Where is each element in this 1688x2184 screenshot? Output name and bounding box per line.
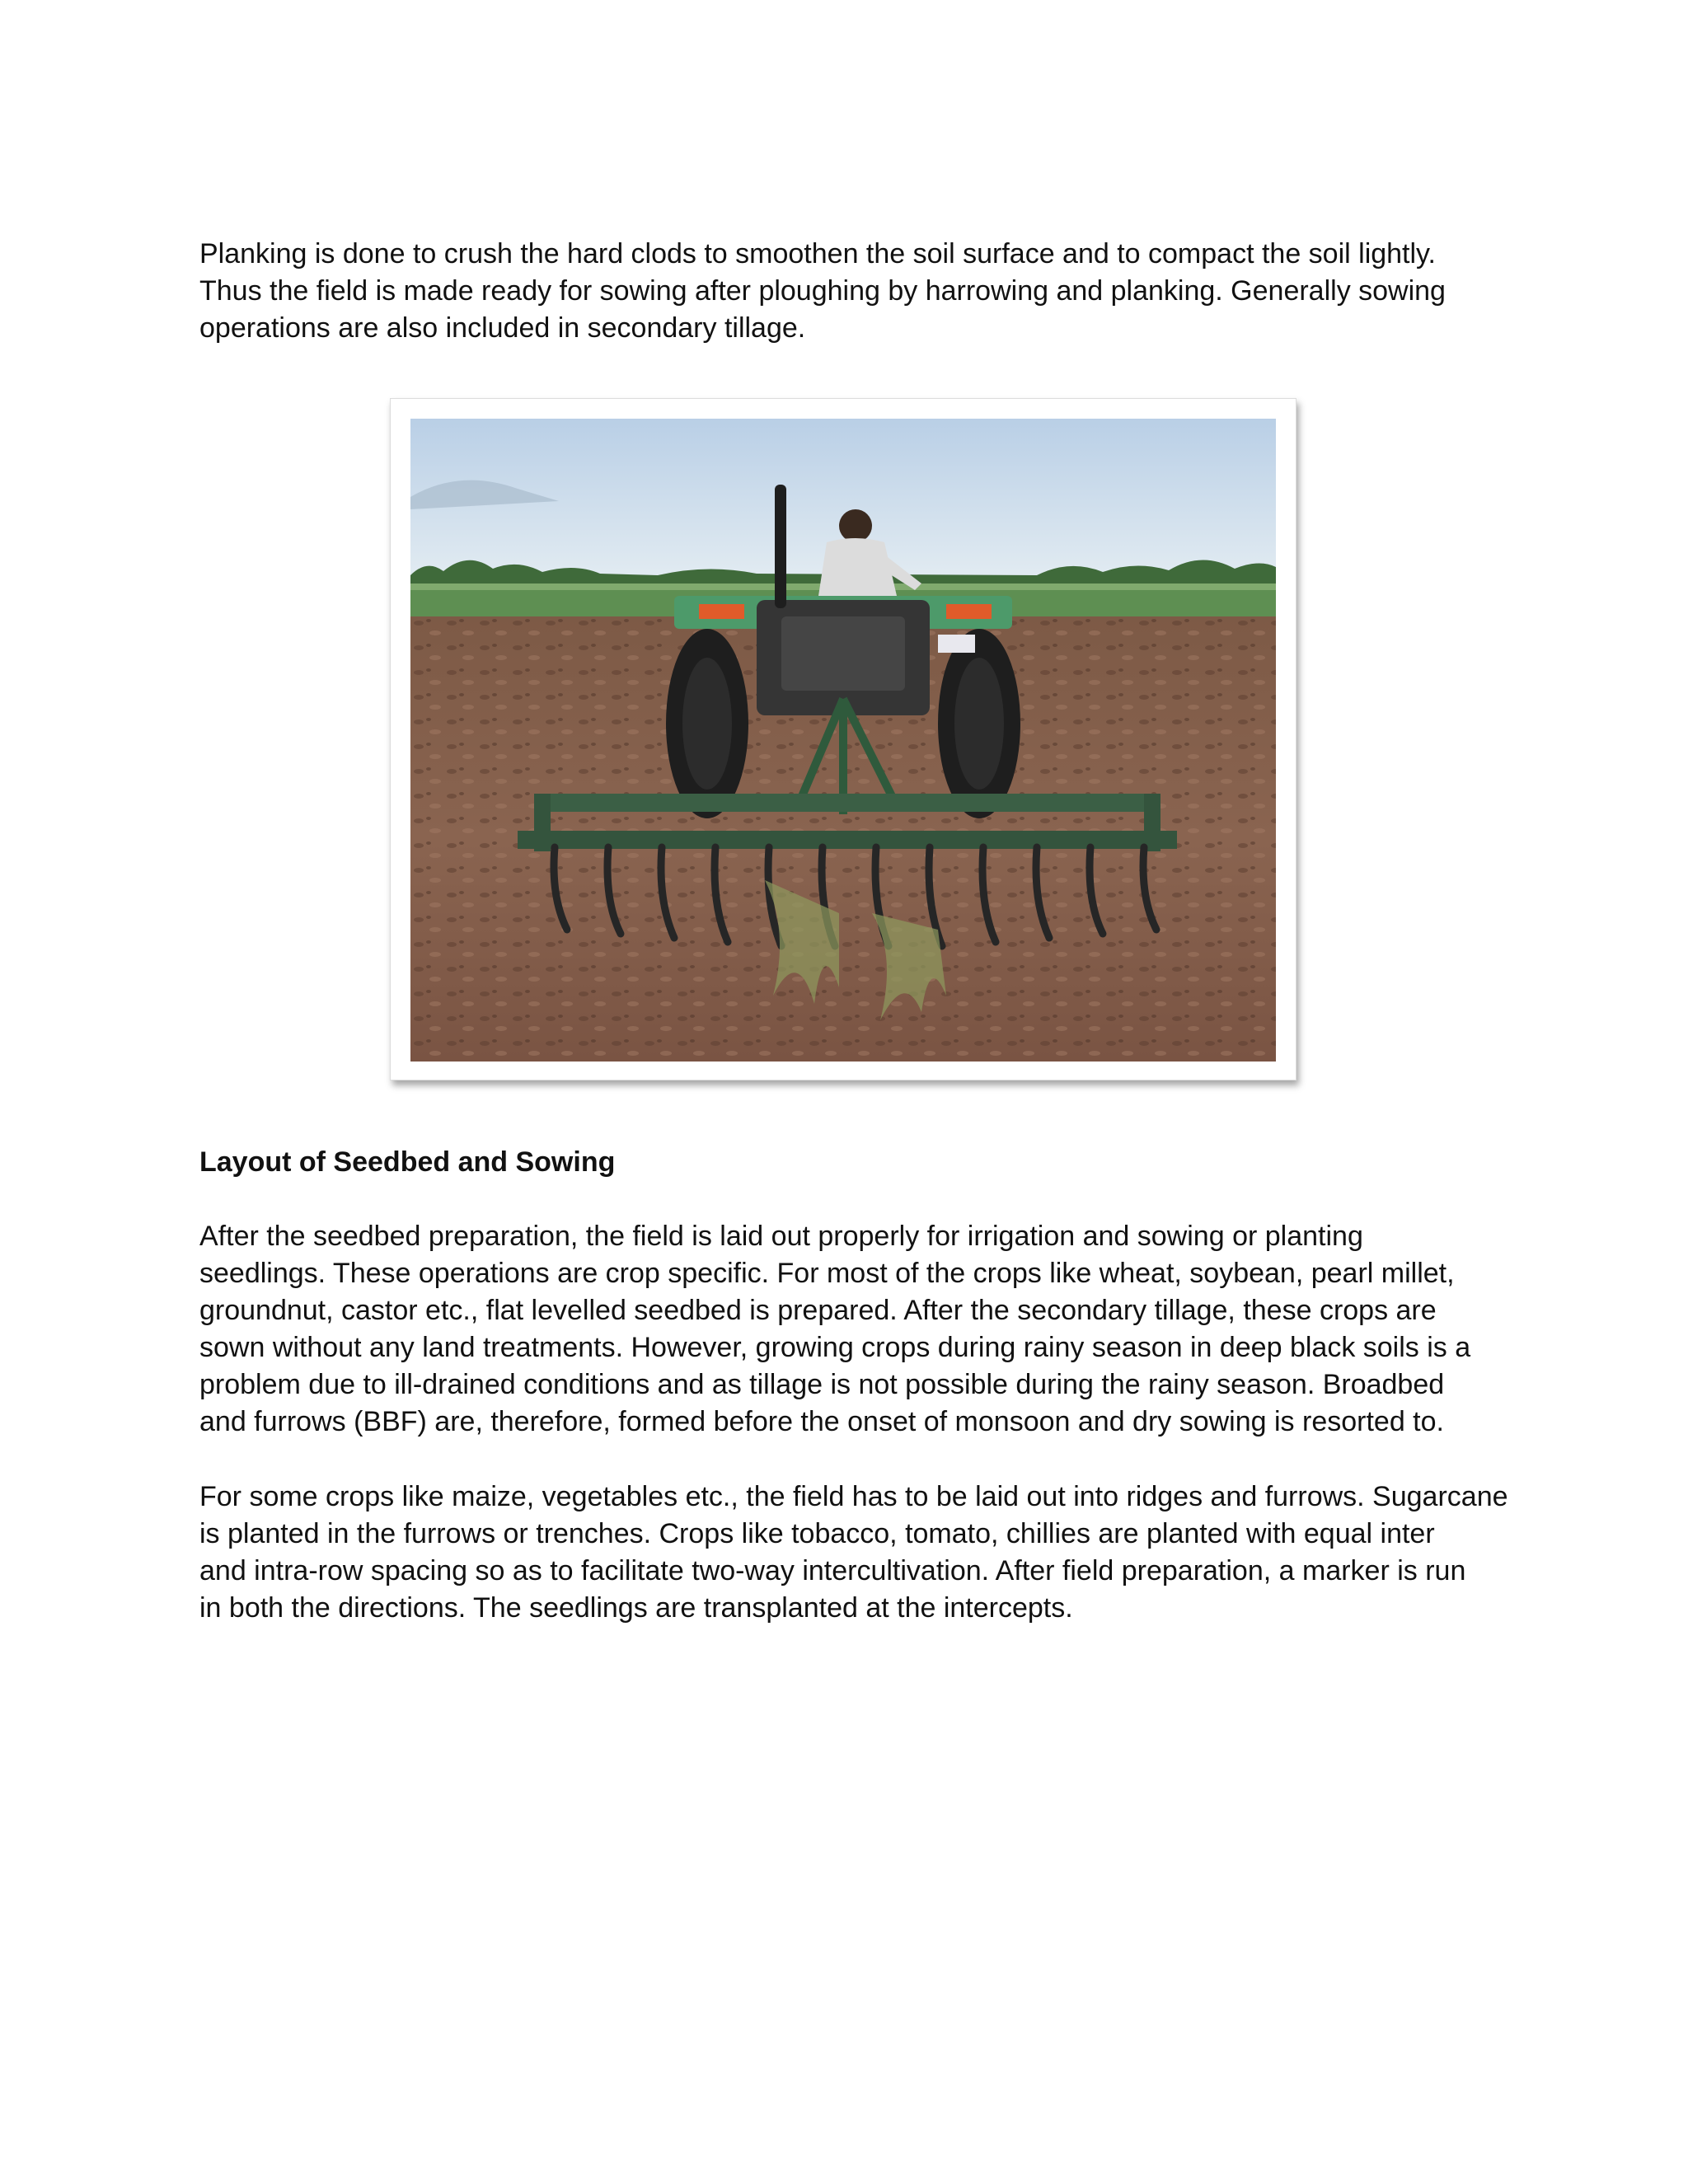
intro-line: operations are also included in secondary tillage.	[199, 312, 806, 344]
figure-frame	[390, 398, 1296, 1080]
section-heading: Layout of Seedbed and Sowing	[199, 1146, 616, 1178]
seedbed-paragraph	[199, 1218, 1518, 1441]
paragraph-line: and intra-row spacing so as to facilitate two-way intercultivation. After field preparation, a marker is run	[199, 1555, 1466, 1586]
paragraph-line: After the seedbed preparation, the field is laid out properly for irrigation and sowing or planting	[199, 1221, 1363, 1252]
intro-line: Thus the field is made ready for sowing after ploughing by harrowing and planking. Generally sowing	[199, 275, 1446, 307]
intro-paragraph	[199, 236, 1518, 347]
tractor-cultivator-illustration	[410, 419, 1276, 1062]
paragraph-line: in both the directions. The seedlings are transplanted at the intercepts.	[199, 1592, 1073, 1624]
paragraph-line: is planted in the furrows or trenches. Crops like tobacco, tomato, chillies are planted with equal inter	[199, 1518, 1435, 1549]
tractor-cultivator-photo	[410, 419, 1276, 1062]
paragraph-line: problem due to ill-drained conditions and as tillage is not possible during the rainy season. Broadbed	[199, 1369, 1445, 1400]
paragraph-line: and furrows (BBF) are, therefore, formed before the onset of monsoon and dry sowing is resorted to.	[199, 1406, 1444, 1437]
paragraph-line: groundnut, castor etc., flat levelled seedbed is prepared. After the secondary tillage, these crops are	[199, 1295, 1437, 1326]
ridges-furrows-paragraph	[199, 1479, 1518, 1627]
paragraph-line: seedlings. These operations are crop specific. For most of the crops like wheat, soybean, pearl millet,	[199, 1258, 1455, 1289]
intro-line: Planking is done to crush the hard clods to smoothen the soil surface and to compact the soil lightly.	[199, 238, 1436, 269]
paragraph-line: sown without any land treatments. However, growing crops during rainy season in deep black soils is a	[199, 1332, 1471, 1363]
paragraph-line: For some crops like maize, vegetables etc., the field has to be laid out into ridges and furrows. Sugarcane	[199, 1481, 1508, 1512]
